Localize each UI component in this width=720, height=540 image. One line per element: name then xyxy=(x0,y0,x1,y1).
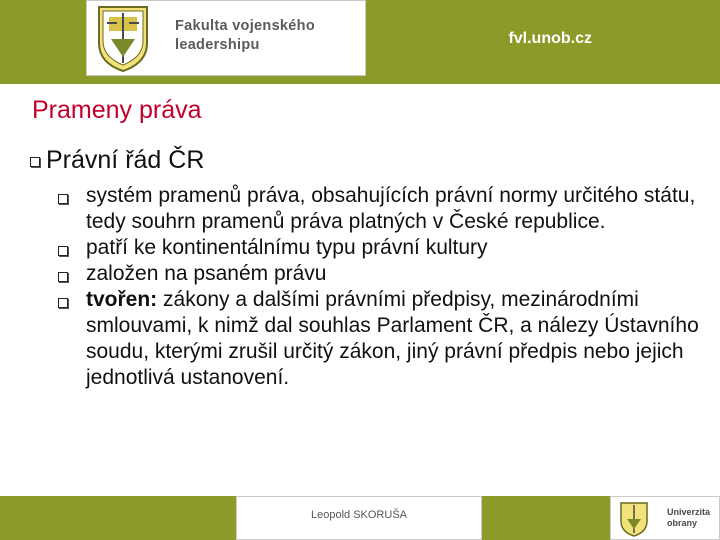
square-bullet-icon xyxy=(58,272,68,282)
list-item-bold: tvořen: xyxy=(86,288,158,311)
university-name xyxy=(667,507,710,529)
footer-band xyxy=(0,496,720,540)
faculty-crest-icon xyxy=(95,3,151,73)
faculty-name-line1: Fakulta vojenského xyxy=(175,18,315,34)
faculty-name-line2: leadershipu xyxy=(175,37,260,53)
university-crest-icon xyxy=(619,501,649,537)
bullet-list xyxy=(56,183,706,391)
list-item-text: zákony a dalšími právními předpisy, mezinárodními smlouvami, k nimž dal souhlas Parlament ČR, a nálezy Ústavního soudu, kterými zrušil určitý zákon, jiný právní předpis nebo jejich jednotlivá ustanovení. xyxy=(86,288,699,389)
header-band xyxy=(0,0,720,84)
list-item xyxy=(56,235,706,261)
faculty-logo xyxy=(86,0,366,76)
list-item xyxy=(56,183,706,235)
footer-author-box xyxy=(236,496,482,540)
list-item-text: systém pramenů práva, obsahujících právní normy určitého státu, tedy souhrn pramenů práva platných v České republice. xyxy=(86,184,696,233)
square-bullet-icon xyxy=(30,157,40,167)
list-item-text: patří ke kontinentálnímu typu právní kultury xyxy=(86,236,488,259)
square-bullet-icon xyxy=(58,194,68,204)
university-logo xyxy=(610,496,720,540)
list-item xyxy=(56,261,706,287)
site-url[interactable]: fvl.unob.cz xyxy=(508,30,592,47)
slide-title: Prameny práva xyxy=(32,96,202,124)
university-name-line1: Univerzita xyxy=(667,507,711,517)
author-name: Leopold SKORUŠA xyxy=(311,509,407,521)
square-bullet-icon xyxy=(58,246,68,256)
university-name-line2: obrany xyxy=(667,518,698,528)
section-heading-text: Právní řád ČR xyxy=(46,146,205,174)
faculty-name xyxy=(175,17,355,55)
list-item xyxy=(56,287,706,391)
list-item-text: založen na psaném právu xyxy=(86,262,327,285)
square-bullet-icon xyxy=(58,298,68,308)
